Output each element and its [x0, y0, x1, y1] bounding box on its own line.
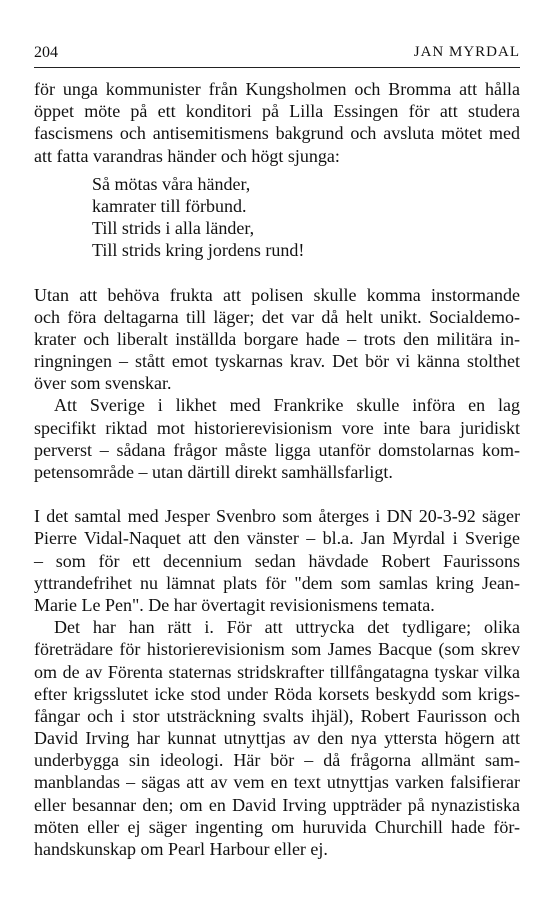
text-line: över som svenskar. — [34, 373, 172, 394]
running-title: JAN MYRDAL — [413, 44, 520, 60]
text-line: efter krigsslutet icke stod under Röda korsets beskydd som krigs- — [34, 683, 520, 704]
section-gap — [34, 483, 520, 505]
text-line: perverst – sådana frågor måste ligga utanför domstolarnas kom- — [34, 439, 520, 460]
verse-line: Så mötas våra händer, — [92, 173, 251, 194]
text-line: Marie Le Pen". De har övertagit revisionismens temata. — [34, 594, 435, 615]
text-line: manblandas – sägas att av vem en text utnyttjas varken falsifierar — [34, 772, 520, 793]
text-line: att fatta varandras händer och högt sjunga: — [34, 145, 340, 166]
text-line: krater och liberalt inställda borgare hade – trots den militära in- — [34, 328, 520, 349]
text-line: I det samtal med Jesper Svenbro som återges i DN 20-3-92 säger — [34, 506, 520, 527]
section-gap — [34, 262, 520, 284]
text-line: yttrandefrihet nu lämnat plats för "dem som samlas kring Jean- — [34, 572, 520, 593]
text-line: handskunskap om Pearl Harbour eller ej. — [34, 839, 328, 859]
text-line: specifikt riktad mot historierevisionism vore inte bara juridiskt — [34, 417, 520, 438]
page-number: 204 — [34, 44, 58, 61]
text-line: och föra deltagarna till läger; det var då helt unikt. Socialdemo- — [34, 306, 520, 327]
text-line: – som för ett decennium sedan hävdade Robert Faurissons — [34, 550, 520, 571]
text-line: Det har han rätt i. För att uttrycka det tydligare; olika — [54, 617, 520, 638]
text-line: öppet möte på ett konditori på Lilla Essingen för att studera — [34, 101, 520, 122]
text-line: Pierre Vidal-Naquet att den vänster – bl.a. Jan Myrdal i Sverige — [34, 528, 520, 549]
text-line: ringningen – stått emot tyskarnas krav. Det bör vi känna stolthet — [34, 351, 520, 372]
running-head — [34, 44, 520, 64]
paragraph-5 — [34, 616, 520, 860]
verse-line: Till strids i alla länder, — [92, 218, 255, 239]
text-line: petensområde – utan därtill direkt samhällsfarligt. — [34, 462, 393, 482]
paragraph-2 — [34, 284, 520, 395]
text-line: fascismens och antisemitismens bakgrund och avsluta mötet med — [34, 123, 520, 144]
text-line: underbygga sin ideologi. Här bör – då frågorna allmänt sam- — [34, 750, 520, 771]
text-line: eller besannar den; om en David Irving uppträder på nynazistiska — [34, 794, 520, 815]
text-line: företrädare för historierevisionism som James Bacque (som skrev — [34, 639, 520, 660]
song-verse — [34, 173, 520, 262]
text-line: David Irving har kunnat utnyttjas av den nya yttersta högern att — [34, 728, 520, 749]
body-text — [34, 78, 520, 860]
paragraph-1 — [34, 78, 520, 167]
text-line: Att Sverige i likhet med Frankrike skulle införa en lag — [54, 395, 520, 416]
text-line: för unga kommunister från Kungsholmen och Bromma att hålla — [34, 79, 520, 99]
header-rule — [34, 67, 520, 68]
text-line: Utan att behöva frukta att polisen skulle komma instormande — [34, 284, 520, 305]
paragraph-4 — [34, 505, 520, 616]
text-line: fångar och i stor utsträckning svalts ihjäl), Robert Faurisson och — [34, 705, 520, 726]
text-line: om de av Förenta staternas stridskrafter tillfångatagna tyskar vilka — [34, 661, 520, 682]
paragraph-3 — [34, 394, 520, 483]
verse-line: Till strids kring jordens rund! — [92, 240, 305, 261]
verse-line: kamrater till förbund. — [92, 195, 247, 216]
text-line: möten eller ej säger ingenting om huruvida Churchill hade för- — [34, 816, 520, 837]
